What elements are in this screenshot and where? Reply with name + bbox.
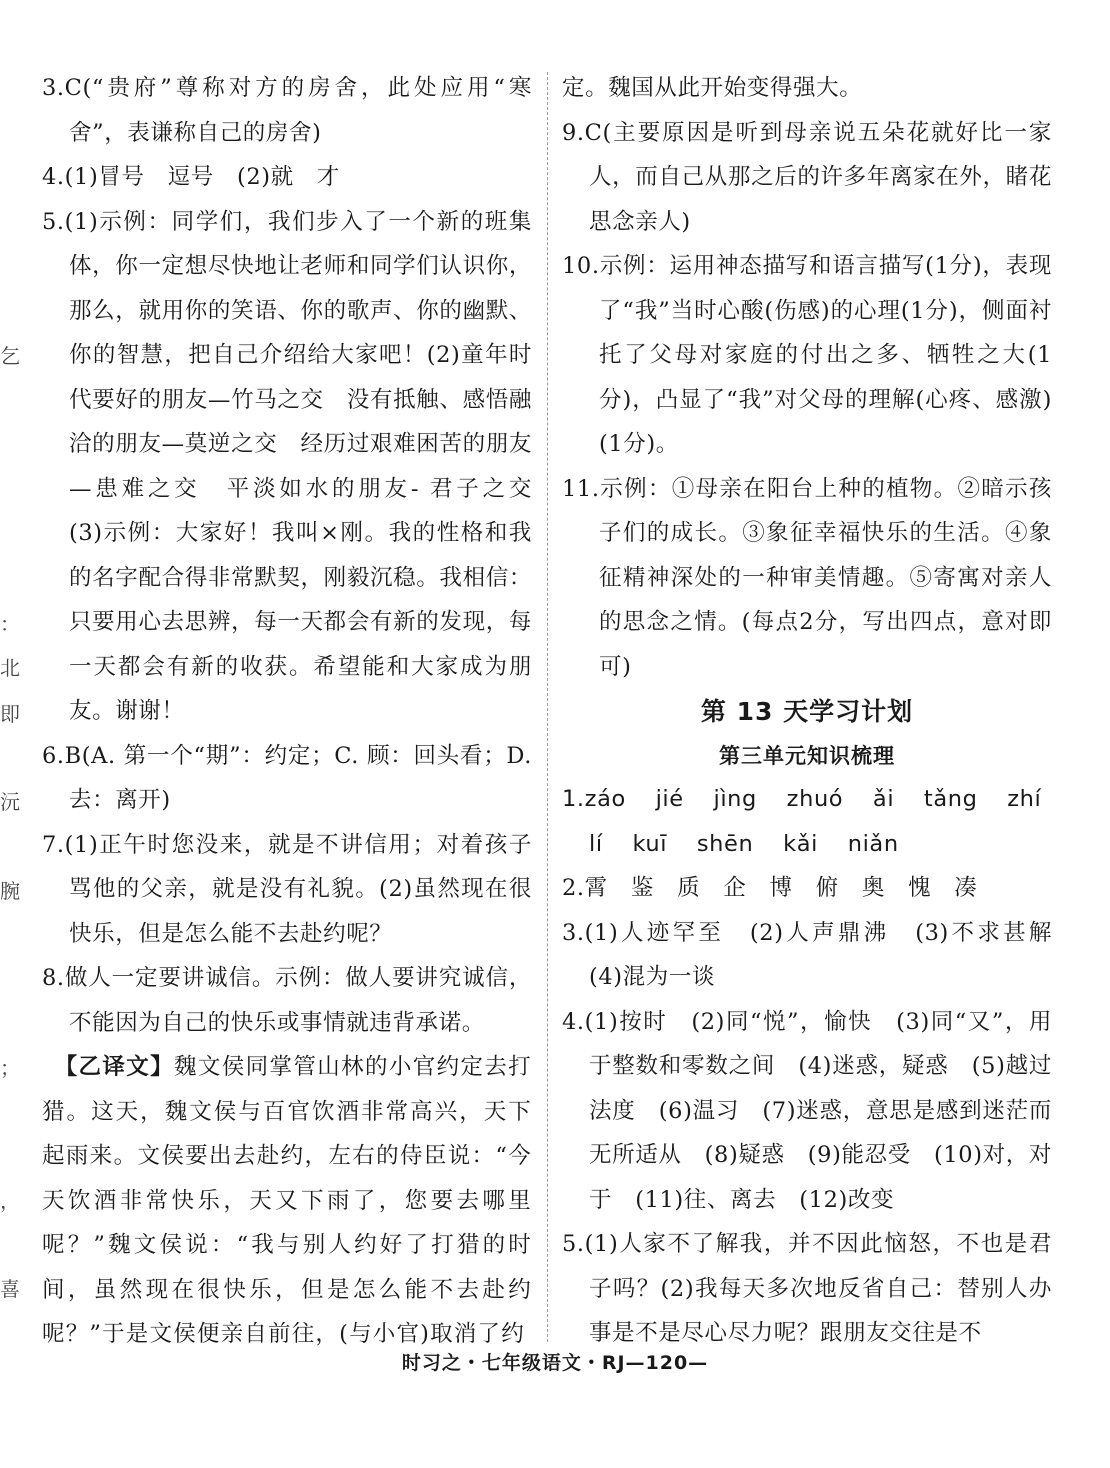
unit-item-3: 3.(1)人迹罕至 (2)人声鼎沸 (3)不求甚解 (4)混为一谈 <box>562 919 1076 990</box>
edge-fragment: 即 <box>0 702 20 726</box>
answer-item-10: 10.示例：运用神态描写和语言描写(1分)，表现了“我”当时心酸(伤感)的心理(1分)，侧面衬托了父母对家庭的付出之多、牺牲之大(1分)，凸显了“我”对父母的理解(心疼、感激)(1分)。 <box>562 253 1052 457</box>
translation-paragraph <box>42 1045 532 1357</box>
pinyin-line-1: 1.záo jié jìng zhuó ǎi tǎng zhí <box>562 786 1042 812</box>
right-column <box>562 66 1076 1356</box>
answer-item-7: 7.(1)正午时您没来，就是不讲信用；对着孩子骂他的父亲，就是没有礼貌。(2)虽然现在很快乐，但是怎么能不去赴约呢？ <box>42 831 532 947</box>
answer-item-9: 9.C(主要原因是听到母亲说五朵花就好比一家人，而自己从那之后的许多年离家在外，睹花思念亲人) <box>562 119 1052 235</box>
unit-item-5: 5.(1)人家不了解我，并不因此恼怒，不也是君子吗？(2)我每天多次地反省自己：替别人办事是不是尽心尽力呢？跟朋友交往是不 <box>562 1231 1052 1346</box>
section-heading: 第 13 天学习计划 <box>700 697 914 726</box>
answer-item-6: 6.B(A. 第一个“期”：约定；C. 顾：回头看；D. 去：离开) <box>42 742 532 813</box>
page-footer: 时习之・七年级语文・RJ—120— <box>401 1352 709 1374</box>
answer-item-4: 4.(1)冒号 逗号 (2)就 才 <box>42 164 340 190</box>
answer-item-8: 8.做人一定要讲诚信。示例：做人要讲究诚信，不能因为自己的快乐或事情就违背承诺。 <box>42 965 532 1036</box>
unit-item-2: 2.霄 鉴 质 企 博 俯 奥 愧 凑 <box>562 875 978 901</box>
pinyin-line-2: lí kuī shēn kǎi niǎn <box>589 830 899 857</box>
left-column <box>42 66 556 1357</box>
edge-fragment: 乞 <box>0 344 20 368</box>
answer-item-5: 5.(1)示例：同学们，我们步入了一个新的班集体，你一定想尽快地让老师和同学们认识你，那么，就用你的笑语、你的歌声、你的幽默、你的智慧，把自己介绍给大家吧！(2)童年时代要好的朋友—竹马之交 没有抵触、感悟融洽的朋友—莫逆之交 经历过艰难困苦的朋友—患难之交 平淡如水的朋友- 君子之交 (3)示例：大家好！我叫×刚。我的性格和我的名字配合得非常默契，刚毅沉稳。我相信：只要用心去思辨，每一天都会有新的发现，每一天都会有新的收获。希望能和大家成为朋友。谢谢！ <box>42 208 556 724</box>
edge-fragment: ， <box>0 1189 20 1213</box>
indent <box>42 1054 66 1080</box>
translation-label: 【乙译文】 <box>65 1054 175 1080</box>
column-divider <box>547 72 548 1342</box>
unit-item-4: 4.(1)按时 (2)同“悦”，愉快 (3)同“又”，用于整数和零数之间 (4)迷惑，疑惑 (5)越过 法度 (6)温习 (7)迷惑，意思是感到迷茫而无所适从 (8)疑惑 (9)能忍受 (10)对，对于 (11)往、离去 (12)改变 <box>562 1008 1076 1213</box>
edge-fragment: 腕 <box>0 879 20 903</box>
translation-text: 魏文侯同掌管山林的小官约定去打猎。这天，魏文侯与百官饮酒非常高兴，天下起雨来。文侯要出去赴约，左右的侍臣说：“今天饮酒非常快乐，天又下雨了，您要去哪里呢？”魏文侯说：“我与别人约好了打猎的时间，虽然现在很快乐，但是怎么能不去赴约呢？”于是文侯便亲自前往，(与小官)取消了约 <box>42 1054 532 1347</box>
edge-fragment: 喜 <box>0 1277 20 1301</box>
edge-fragment: 北 <box>0 656 20 680</box>
edge-fragment: 沅 <box>0 790 20 814</box>
edge-fragment: ： <box>0 612 20 636</box>
translation-continuation: 定。魏国从此开始变得强大。 <box>562 75 863 101</box>
answer-item-3: 3.C(“贵府”尊称对方的房舍，此处应用“寒舍”，表谦称自己的房舍) <box>42 75 532 146</box>
section-subheading: 第三单元知识梳理 <box>719 744 895 768</box>
answer-item-11: 11.示例：①母亲在阳台上种的植物。②暗示孩子们的成长。③象征幸福快乐的生活。④象征精神深处的一种审美情趣。⑤寄寓对亲人的思念之情。(每点2分，写出四点，意对即可) <box>562 475 1052 680</box>
edge-fragment: ； <box>0 1056 20 1080</box>
